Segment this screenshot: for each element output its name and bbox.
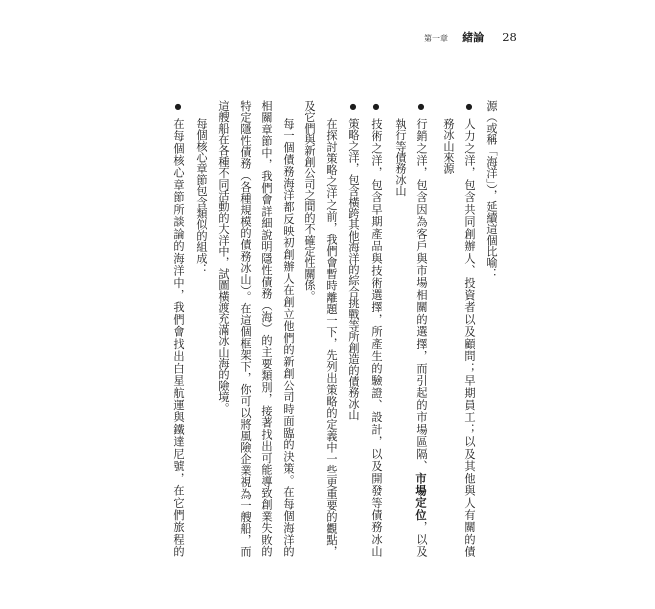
running-head (424, 29, 517, 46)
page-number: 28 (502, 30, 517, 44)
bullet-icon: ● (174, 102, 182, 111)
bullet-icon: ● (372, 102, 380, 111)
chapter-label: 第一章 (424, 34, 448, 43)
list-item-technology-ocean: 技術之洋，包含早期產品與技術選擇，所產生的驗證、設計，以及開發等債務冰山 (370, 118, 383, 557)
chapter-title: 緒論 (462, 31, 485, 44)
framework-paragraph-line: 這艘船在各種不同活動的大洋中，試圖橫渡充滿冰山海的險境。 (217, 100, 230, 414)
bullet-icon: ● (417, 102, 425, 111)
strategy-paragraph-line: 及它們與新創公司之間的不確定性關係。 (303, 100, 316, 302)
opening-line: 源（或稱「海洋」），延續這個比喻： (485, 100, 498, 280)
list-item-marketing-ocean (414, 118, 428, 557)
list-item-component: 在每個核心章節所談論的海洋中，我們會找出白星航運與鐵達尼號，在它們旅程的 (172, 118, 185, 557)
framework-paragraph-line: 特定隱性債務（各種規模的債務冰山）。在這個框架下，你可以將風險企業視為一艘船，而 (239, 100, 252, 557)
list-item-strategy-ocean: 策略之洋，包含橫跨其他海洋的綜合挑戰等所創造的債務冰山 (347, 118, 360, 421)
bullet-icon: ● (465, 102, 473, 111)
marketing-text: 行銷之洋，包含因為客戶與市場相關的選擇，而引起的市場區隔、 (415, 118, 428, 473)
components-intro: 每個核心章節包含類似的組成： (195, 118, 208, 275)
list-item-marketing-ocean-continued: 執行等債務冰山 (394, 118, 407, 197)
strategy-paragraph-line: 在探討策略之洋之前，我們會暫時離題一下，先列出策略的定義中一些更重要的觀點， (325, 118, 338, 557)
framework-paragraph-line: 每一個債務海洋都反映初創辦人在創立他們的新創公司時面臨的決策。在每個海洋的 (282, 118, 295, 557)
list-item-people-ocean: 人力之洋，包含共同創辦人、投資者以及顧問；早期員工；以及其他與人有關的債 (463, 118, 476, 557)
framework-paragraph-line: 相關章節中，我們會詳細說明隱性債務（海）的主要類別，接著找出可能導致創業失敗的 (260, 100, 273, 557)
marketing-text-after: ，以及 (415, 521, 428, 557)
marketing-emphasis: 市場定位 (414, 472, 428, 522)
bullet-icon: ● (349, 102, 357, 111)
list-item-people-ocean-continued: 務冰山來源 (442, 118, 455, 174)
